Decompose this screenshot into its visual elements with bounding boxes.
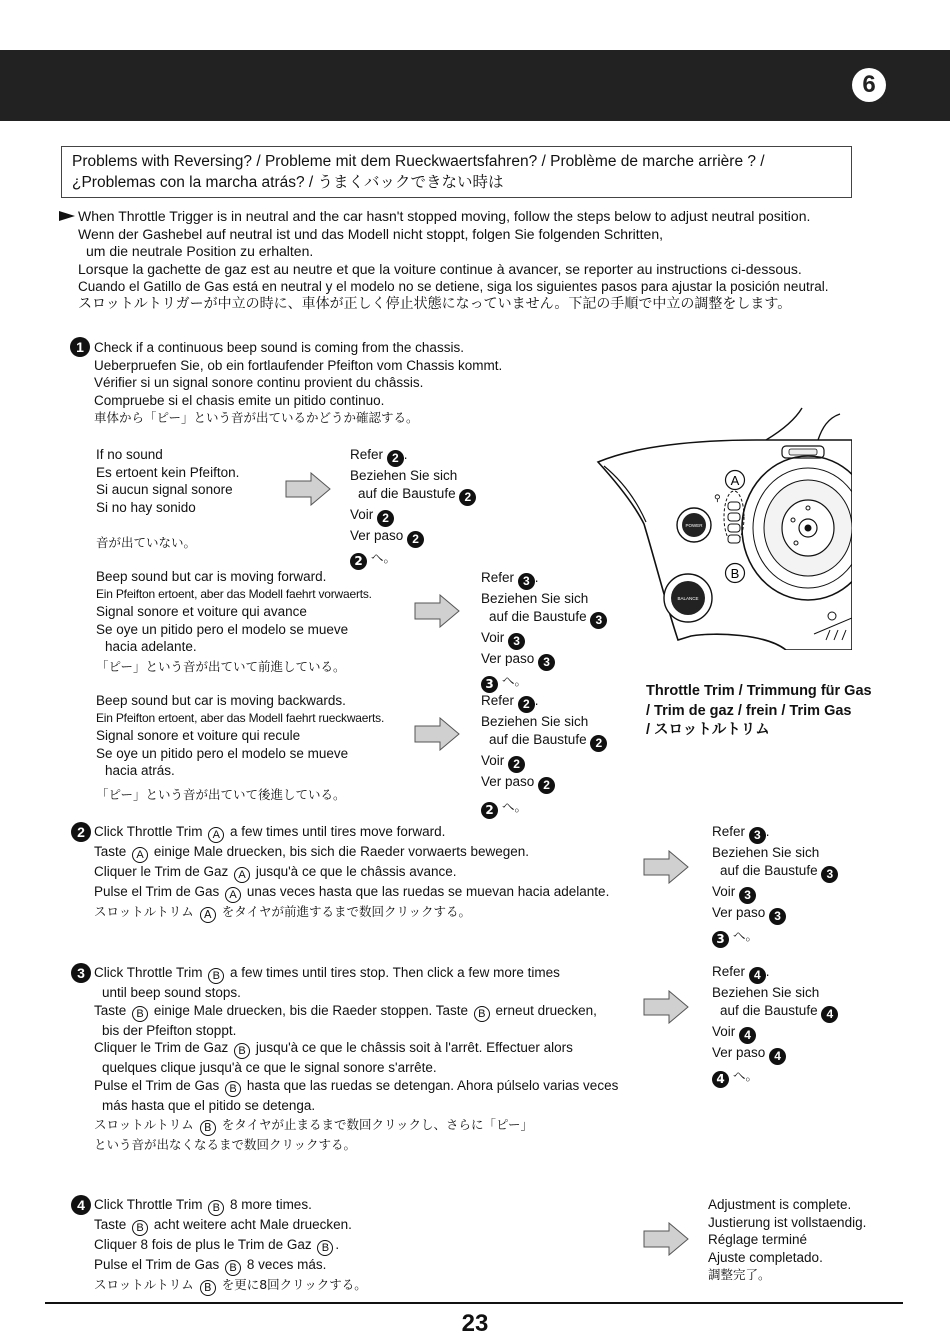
- step-2-text-part: Cliquer le Trim de Gaz: [94, 864, 229, 879]
- problem-line-2: ¿Problemas con la marcha atrás? / うまくバックできない時は: [72, 174, 504, 191]
- step-3-text-part: Pulse el Trim de Gas: [94, 1077, 220, 1093]
- ref-num: 3: [749, 827, 766, 844]
- case-line: 「ピー」という音が出ていて後進している。: [96, 786, 346, 802]
- step-2-text-part: a few times until tires move forward.: [230, 824, 446, 839]
- ref-num: 4: [712, 1071, 729, 1088]
- refer-label: auf die Baustufe: [720, 862, 818, 878]
- step-1-badge: 1: [70, 337, 90, 357]
- refer-label: Beziehen Sie sich: [712, 985, 820, 1000]
- case-line: If no sound: [96, 447, 163, 462]
- figure-caption: [646, 682, 872, 741]
- step-1-text: [94, 339, 502, 427]
- svg-text:⚲: ⚲: [714, 494, 721, 504]
- done-line: 調整完了。: [708, 1267, 771, 1283]
- ref-num: 2: [377, 510, 394, 527]
- case-line: Beep sound but car is moving forward.: [96, 569, 327, 584]
- trim-b-icon: B: [200, 1280, 216, 1296]
- caption-line: / Trim de gaz / frein / Trim Gas: [646, 702, 852, 719]
- refer-label: Ver paso: [350, 527, 404, 543]
- intro-line: When Throttle Trigger is in neutral and the car hasn't stopped moving, follow the steps below to adjust neutral position.: [78, 208, 811, 224]
- ref-num: 3: [508, 633, 525, 650]
- step-2-text-part: jusqu'à ce que le châssis avance.: [255, 864, 457, 879]
- caption-line: / スロットルトリム: [646, 722, 770, 738]
- step-4-text-part: .: [335, 1237, 340, 1252]
- intro-line: Wenn der Gashebel auf neutral ist und das Modell nicht stoppt, folgen Sie folgenden Schritten,: [78, 225, 663, 242]
- ref-num: 3: [590, 612, 607, 629]
- refer-label: Beziehen Sie sich: [350, 468, 458, 483]
- case-line: Se oye un pitido pero el modelo se mueve: [96, 745, 349, 761]
- step-2-text-part: einige Male druecken, bis sich die Raeder vorwaerts bewegen.: [153, 844, 530, 859]
- ref-num: 2: [459, 489, 476, 506]
- trim-b-icon: B: [225, 1260, 241, 1276]
- balance-button-label: BALANCE: [677, 596, 699, 601]
- problem-box: [61, 146, 852, 198]
- step-3-text-part: a few times until tires stop. Then click a few more times: [230, 965, 560, 980]
- ref-num: 2: [481, 802, 498, 819]
- ref-num: 3: [518, 573, 535, 590]
- step-4-text-part: 8 more times.: [230, 1197, 312, 1212]
- case-no-sound: [96, 446, 239, 552]
- refer-label: Refer: [712, 964, 746, 979]
- label-a: A: [730, 473, 740, 488]
- ref-num: 3: [769, 908, 786, 925]
- case-line: Ein Pfeifton ertoent, aber das Modell faehrt vorwaerts.: [96, 586, 372, 601]
- done-line: Ajuste completado.: [708, 1249, 823, 1265]
- trim-b-icon: B: [208, 1200, 224, 1216]
- trim-a-icon: A: [225, 887, 241, 903]
- refer-label: Ver paso: [481, 773, 535, 789]
- case-line: 音が出ていない。: [96, 535, 197, 551]
- step-2-text: [94, 823, 609, 923]
- trim-b-icon: B: [474, 1006, 490, 1022]
- intro-line: Cuando el Gatillo de Gas está en neutral y el modelo no se detiene, siga los siguientes pasos para ajustar la posición neutral.: [78, 279, 829, 295]
- step-3-text-part: quelques clique jusqu'à ce que le signal sonore s'arrête.: [102, 1060, 437, 1076]
- step-4-text-part: 8 veces más.: [246, 1257, 327, 1272]
- ref-num: 4: [749, 967, 766, 984]
- case-line: Ein Pfeifton ertoent, aber das Modell faehrt rueckwaerts.: [96, 710, 385, 725]
- done-line: Adjustment is complete.: [708, 1197, 852, 1212]
- ref-num: 3: [821, 866, 838, 883]
- header-bar: [0, 50, 950, 121]
- ref-num: 2: [538, 777, 555, 794]
- right-arrow-icon: [414, 594, 460, 628]
- step-3-text-part: スロットルトリム: [94, 1117, 194, 1133]
- step-4-text-part: スロットルトリム: [94, 1277, 194, 1292]
- step-3-text-part: until beep sound stops.: [102, 985, 241, 1000]
- ref-num: 4: [739, 1027, 756, 1044]
- intro-line: Lorsque la gachette de gaz est au neutre et que la voiture continue à avancer, se reporter au instructions ci-dessous.: [78, 260, 802, 277]
- right-arrow-icon: [285, 472, 331, 506]
- refer-label: Refer: [350, 447, 384, 462]
- trim-b-icon: B: [200, 1120, 216, 1136]
- step-2-text-part: Click Throttle Trim: [94, 824, 203, 839]
- intro-block: [78, 208, 828, 314]
- step-3-text-part: をタイヤが止まるまで数回クリックし、さらに「ピー」: [221, 1117, 533, 1133]
- refer-label: Voir: [481, 629, 505, 645]
- trim-b-icon: B: [225, 1081, 241, 1097]
- problem-line-1: Problems with Reversing? / Probleme mit dem Rueckwaertsfahren? / Problème de marche arrière ? /: [72, 153, 765, 170]
- step-3-text-part: más hasta que el pitido se detenga.: [102, 1097, 316, 1113]
- refer-label: へ。: [501, 672, 527, 688]
- power-button-label: POWER: [685, 523, 703, 528]
- ref-num: 2: [508, 756, 525, 773]
- step-3-text-part: Cliquer le Trim de Gaz: [94, 1040, 229, 1056]
- right-arrow-icon: [414, 717, 460, 751]
- step-2-text-part: Pulse el Trim de Gas: [94, 884, 220, 899]
- refer-label: auf die Baustufe: [489, 608, 587, 624]
- step-3-text-part: Click Throttle Trim: [94, 965, 203, 980]
- ref-num: 3: [538, 654, 555, 671]
- step-3-text-part: erneut druecken,: [495, 1002, 597, 1018]
- refer-label: へ。: [370, 549, 396, 565]
- refer-block-1: Refer 2 . Beziehen Sie sich auf die Baustufe 2 Voir 2 Ver paso 2 2 へ。: [350, 446, 476, 570]
- step-4-text-part: acht weitere acht Male druecken.: [153, 1217, 352, 1232]
- step-3-text-part: bis der Pfeifton stoppt.: [102, 1022, 237, 1038]
- refer-block-2: Refer 3 . Beziehen Sie sich auf die Baustufe 3 Voir 3 Ver paso 3 3 へ。: [481, 569, 607, 693]
- refer-label: Refer: [712, 824, 746, 839]
- step-1-line: 車体から「ピー」という音が出ているかどうか確認する。: [94, 410, 419, 426]
- trim-a-icon: A: [234, 867, 250, 883]
- ref-num: 2: [518, 696, 535, 713]
- done-line: Justierung ist vollstaendig.: [708, 1214, 867, 1230]
- step-1-line: Check if a continuous beep sound is coming from the chassis.: [94, 340, 464, 355]
- ref-num: 2: [407, 531, 424, 548]
- refer-label: Refer: [481, 693, 515, 708]
- step-3-text-part: という音が出なくなるまで数回クリックする。: [94, 1137, 357, 1153]
- step-2-text-part: Taste: [94, 844, 127, 859]
- trim-b-icon: B: [317, 1240, 333, 1256]
- step-3-text-part: Taste: [94, 1002, 127, 1018]
- trim-a-icon: A: [200, 907, 216, 923]
- step-number-badge: 6: [852, 68, 886, 102]
- refer-label: Ver paso: [712, 904, 766, 920]
- right-arrow-icon: [643, 850, 689, 884]
- adjustment-complete-block: [708, 1196, 866, 1284]
- refer-label: auf die Baustufe: [720, 1002, 818, 1018]
- refer-label: へ。: [732, 927, 758, 943]
- refer-label: へ。: [732, 1067, 758, 1083]
- trim-a-icon: A: [132, 847, 148, 863]
- step-4-text-part: Pulse el Trim de Gas: [94, 1257, 220, 1272]
- intro-line: スロットルトリガーが中立の時に、車体が正しく停止状態になっていません。下記の手順で中立の調整をします。: [78, 295, 792, 312]
- refer-label: Beziehen Sie sich: [481, 591, 589, 606]
- step-4-text-part: Click Throttle Trim: [94, 1197, 203, 1212]
- trim-b-icon: B: [132, 1006, 148, 1022]
- refer-block-step3: Refer 4 . Beziehen Sie sich auf die Baustufe 4 Voir 4 Ver paso 4 4 へ。: [712, 963, 838, 1088]
- page-number: 23: [461, 1310, 489, 1337]
- refer-label: auf die Baustufe: [358, 485, 456, 501]
- case-line: Signal sonore et voiture qui avance: [96, 604, 307, 620]
- case-line: 「ピー」という音が出ていて前進している。: [96, 658, 346, 674]
- case-backward: [96, 692, 384, 804]
- intro-pointer-icon: [59, 209, 77, 226]
- step-2-text-part: unas veces hasta que las ruedas se muevan hacia adelante.: [246, 884, 610, 899]
- ref-num: 3: [739, 887, 756, 904]
- step-3-text-part: hasta que las ruedas se detengan. Ahora púlselo varias veces: [246, 1077, 619, 1093]
- step-3-text-part: einige Male druecken, bis die Raeder stoppen. Taste: [153, 1002, 469, 1018]
- ref-num: 3: [712, 931, 729, 948]
- step-3-badge: 3: [71, 963, 91, 983]
- step-3-text: [94, 964, 618, 1154]
- intro-line: um die neutrale Position zu erhalten.: [86, 243, 314, 260]
- step-2-text-part: をタイヤが前進するまで数回クリックする。: [221, 904, 471, 919]
- step-2-text-part: スロットルトリム: [94, 904, 194, 919]
- case-line: Beep sound but car is moving backwards.: [96, 693, 346, 708]
- refer-label: Voir: [481, 752, 505, 768]
- step-3-text-part: jusqu'à ce que le châssis soit à l'arrêt. Effectuer alors: [255, 1040, 573, 1056]
- refer-label: Refer: [481, 570, 515, 585]
- step-4-text-part: Taste: [94, 1217, 127, 1232]
- case-line: Si no hay sonido: [96, 499, 196, 515]
- ref-num: 4: [821, 1006, 838, 1023]
- refer-label: Ver paso: [712, 1044, 766, 1060]
- transmitter-figure: [596, 404, 852, 650]
- refer-block-step2: Refer 3 . Beziehen Sie sich auf die Baustufe 3 Voir 3 Ver paso 3 3 へ。: [712, 823, 838, 948]
- trim-a-icon: A: [208, 827, 224, 843]
- refer-label: へ。: [501, 798, 527, 814]
- footer-divider: [45, 1302, 903, 1304]
- refer-label: Beziehen Sie sich: [481, 714, 589, 729]
- right-arrow-icon: [643, 990, 689, 1024]
- step-4-text-part: Cliquer 8 fois de plus le Trim de Gaz: [94, 1237, 312, 1252]
- refer-label: Voir: [712, 883, 736, 899]
- ref-num: 3: [481, 676, 498, 693]
- refer-label: Ver paso: [481, 650, 535, 666]
- done-line: Réglage terminé: [708, 1232, 808, 1248]
- step-1-line: Vérifier si un signal sonore continu provient du châssis.: [94, 375, 424, 391]
- trim-b-icon: B: [234, 1043, 250, 1059]
- ref-num: 2: [350, 553, 367, 570]
- trim-b-icon: B: [132, 1220, 148, 1236]
- trim-b-icon: B: [208, 968, 224, 984]
- label-b: B: [730, 566, 740, 581]
- case-line: hacia adelante.: [105, 639, 197, 655]
- case-line: Signal sonore et voiture qui recule: [96, 728, 301, 744]
- step-4-text: [94, 1196, 367, 1296]
- refer-label: Beziehen Sie sich: [712, 845, 820, 860]
- case-line: Si aucun signal sonore: [96, 482, 233, 498]
- step-1-line: Compruebe si el chasis emite un pitido continuo.: [94, 392, 385, 408]
- refer-label: Voir: [350, 506, 374, 522]
- refer-label: Voir: [712, 1023, 736, 1039]
- step-2-badge: 2: [71, 822, 91, 842]
- step-4-badge: 4: [71, 1195, 91, 1215]
- caption-line: Throttle Trim / Trimmung für Gas: [646, 683, 872, 699]
- case-forward: [96, 568, 372, 676]
- refer-label: auf die Baustufe: [489, 731, 587, 747]
- ref-num: 2: [387, 450, 404, 467]
- ref-num: 4: [769, 1048, 786, 1065]
- ref-num: 2: [590, 735, 607, 752]
- case-line: Se oye un pitido pero el modelo se mueve: [96, 621, 349, 637]
- right-arrow-icon: [643, 1222, 689, 1256]
- case-line: hacia atrás.: [105, 763, 175, 779]
- step-1-line: Ueberpruefen Sie, ob ein fortlaufender Pfeifton vom Chassis kommt.: [94, 357, 503, 373]
- step-4-text-part: を更に8回クリックする。: [221, 1277, 367, 1292]
- refer-block-3: Refer 2 . Beziehen Sie sich auf die Baustufe 2 Voir 2 Ver paso 2 2 へ。: [481, 692, 607, 819]
- case-line: Es ertoent kein Pfeifton.: [96, 464, 240, 480]
